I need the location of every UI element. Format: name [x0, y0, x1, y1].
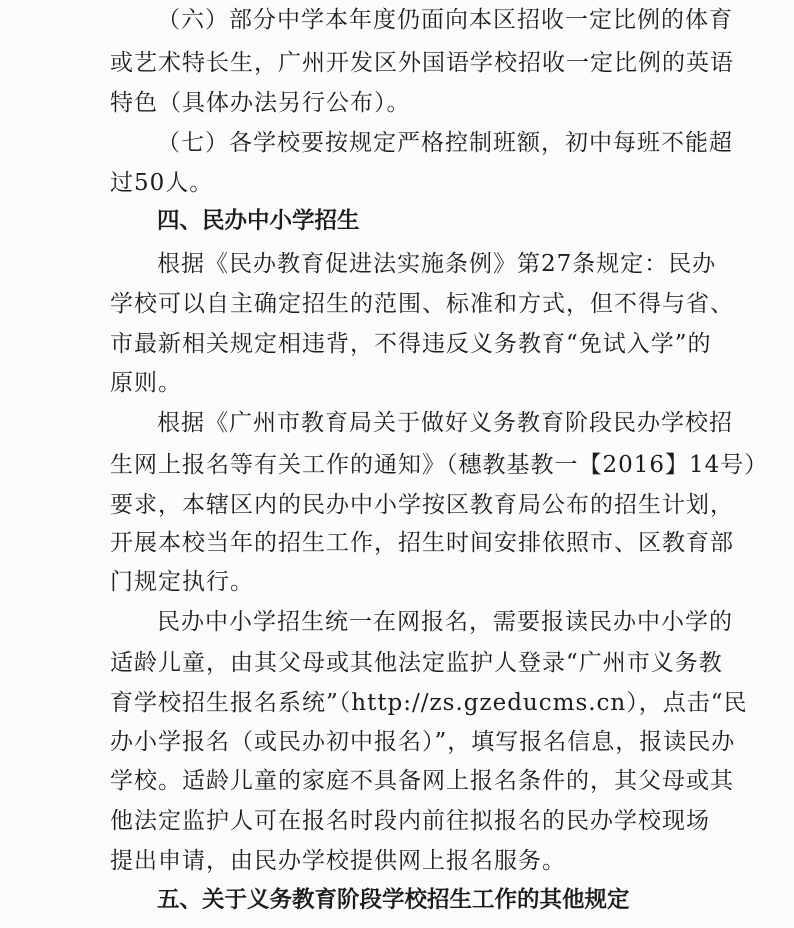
text-line: （六）部分中学本年度仍面向本区招收一定比例的体育: [157, 7, 733, 33]
section-heading: 四、民办中小学招生: [157, 208, 360, 234]
text-line: 或艺术特长生，广州开发区外国语学校招收一定比例的英语: [110, 50, 734, 76]
text-line: 根据《民办教育促进法实施条例》第27条规定：民办: [157, 251, 717, 277]
text-line: 过50人。: [110, 170, 214, 196]
text-line: 提出申请，由民办学校提供网上报名服务。: [110, 848, 566, 874]
text-line: 原则。: [110, 370, 182, 396]
text-line: 根据《广州市教育局关于做好义务教育阶段民办学校招: [157, 410, 733, 436]
text-line: 市最新相关规定相违背，不得违反义务教育“免试入学”的: [110, 331, 712, 357]
text-line: 要求，本辖区内的民办中小学按区教育局公布的招生计划，: [110, 492, 734, 518]
text-line: 办小学报名（或民办初中报名）”，填写报名信息，报读民办: [110, 729, 736, 755]
text-line: 他法定监护人可在报名时段内前往拟报名的民办学校现场: [110, 808, 710, 834]
text-line: （七）各学校要按规定严格控制班额，初中每班不能超: [157, 130, 733, 156]
text-line: 学校可以自主确定招生的范围、标准和方式，但不得与省、: [110, 291, 734, 317]
text-line: 民办中小学招生统一在网报名，需要报读民办中小学的: [157, 609, 733, 635]
text-line: 生网上报名等有关工作的通知》（穗教基教一【2016】14号）: [110, 452, 769, 478]
section-heading: 五、关于义务教育阶段学校招生工作的其他规定: [157, 887, 630, 913]
text-line: 学校。适龄儿童的家庭不具备网上报名条件的，其父母或其: [110, 768, 734, 794]
text-line: 育学校招生报名系统”（http://zs.gzeducms.cn），点击“民: [110, 690, 748, 716]
text-line: 门规定执行。: [110, 569, 254, 595]
text-line: 特色（具体办法另行公布）。: [110, 90, 411, 116]
text-line: 适龄儿童，由其父母或其他法定监护人登录“广州市义务教: [110, 650, 723, 676]
text-line: 开展本校当年的招生工作，招生时间安排依照市、区教育部: [110, 530, 734, 556]
